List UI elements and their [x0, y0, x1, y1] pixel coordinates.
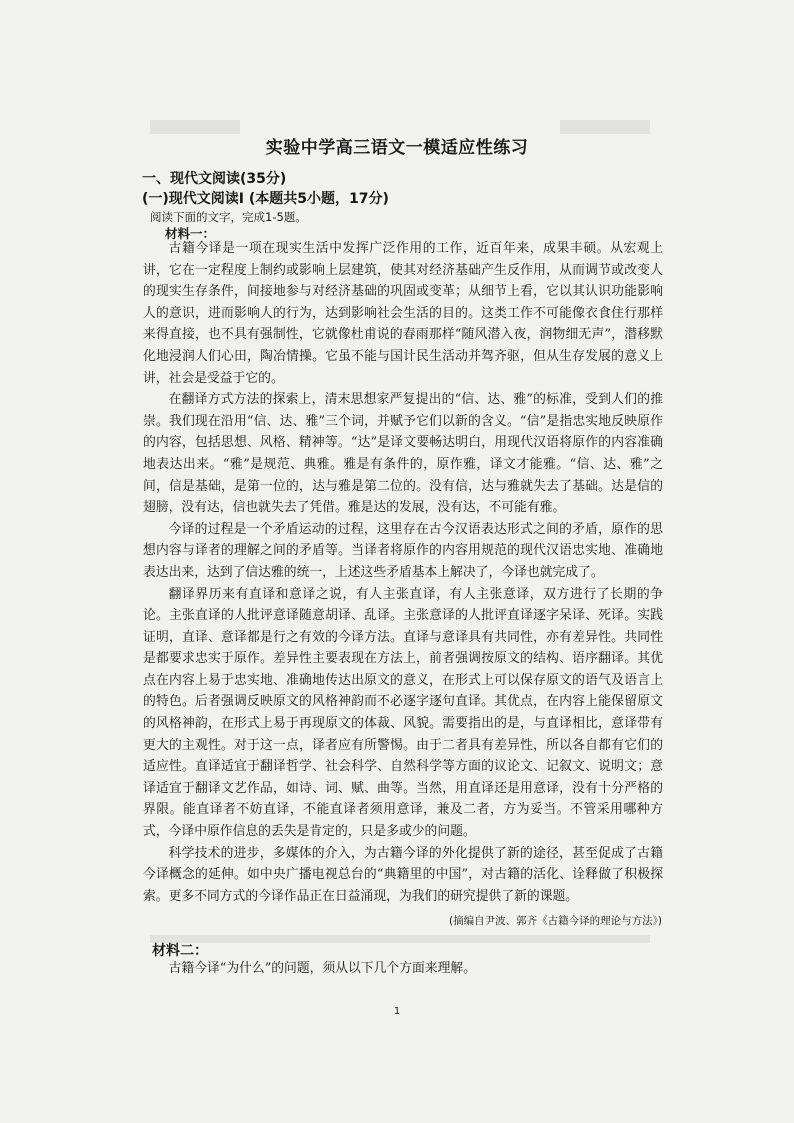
material-one-label: 材料一： — [165, 226, 216, 241]
material-one-body — [143, 238, 663, 907]
material-two-text: 古籍今译“为什么”的问题，须从以下几个方面来理解。 — [168, 961, 477, 976]
paragraph: 翻译界历来有直译和意译之说，有人主张直译，有人主张意译，双方进行了长期的争论。主张直译的人批评意译随意胡译、乱译。主张意译的人批评直译逐字呆译、死译。实践证明，直译、意译都是行之有效的今译方法。直译与意译具有共同性，亦有差异性。共同性是都要求忠实于原作。差异性主要表现在方法上，前者强调按原文的结构、语序翻译。其优点在内容上易于忠实地、准确地传达出原文的意义，在形式上可以保存原文的语气及语言上的特色。后者强调反映原文的风格神韵而不必逐字逐句直译。其优点，在内容上能保留原文的风格神韵，在形式上易于再现原文的体裁、风貌。需要指出的是，与直译相比，意译带有更大的主观性。对于这一点，译者应有所警惕。由于二者具有差异性，所以各自都有它们的适应性。直译适宜于翻译哲学、社会科学、自然科学等方面的议论文、记叙文、说明文；意译适宜于翻译文艺作品，如诗、词、赋、曲等。当然，用直译还是用意译，没有十分严格的界限。能直译者不妨直译，不能直译者须用意译，兼及二者，方为妥当。不管采用哪种方式，今译中原作信息的丢失是肯定的，只是多或少的问题。 — [143, 586, 663, 840]
paragraph: 古籍今译是一项在现实生活中发挥广泛作用的工作，近百年来，成果丰硕。从宏观上讲，它在一定程度上制约或影响上层建筑，使其对经济基础产生反作用，从而调节或改变人的现实生存条件，间接地参与对经济基础的巩固或变革；从细节上看，它以其认识功能影响人的意识，进而影响人的行为，达到影响社会生活的目的。这类工作不可能像衣食住行那样来得直接，也不具有强制性，它就像杜甫说的春雨那样“随风潜入夜，润物细无声”，潜移默化地浸润人们心田，陶冶情操。它虽不能与国计民生活动并驾齐驱，但从生存发展的意义上讲，社会是受益于它的。 — [143, 241, 663, 386]
paragraph: 今译的过程是一个矛盾运动的过程，这里存在古今汉语表达形式之间的矛盾，原作的思想内容与译者的理解之间的矛盾等。当译者将原作的内容用规范的现代汉语忠实地、准确地表达出来，达到了信达雅的统一，上述这些矛盾基本上解决了，今译也就完成了。 — [143, 521, 663, 580]
page-title: 实验中学高三语文一模适应性练习 — [265, 138, 529, 158]
instruction-text: 阅读下面的文字，完成1-5题。 — [150, 210, 307, 224]
material-two-label: 材料二： — [152, 943, 208, 959]
scan-smudge — [560, 120, 650, 134]
source-citation: (摘编自尹波、郭齐《古籍今译的理论与方法》) — [449, 915, 662, 927]
section-heading: 一、现代文阅读(35分) — [142, 171, 287, 187]
subsection-heading: (一)现代文阅读Ⅰ (本题共5小题，17分) — [142, 191, 389, 207]
paragraph: 科学技术的进步，多媒体的介入，为古籍今译的外化提供了新的途径，甚至促成了古籍今译概念的延伸。如中央广播电视总台的“典籍里的中国”，对古籍的活化、诠释做了积极探索。更多不同方式的今译作品正在日益涌现，为我们的研究提供了新的课题。 — [143, 845, 663, 904]
scan-smudge — [150, 935, 650, 943]
page-number: 1 — [393, 1006, 401, 1017]
scan-smudge — [150, 120, 240, 134]
paragraph: 在翻译方式方法的探索上，清末思想家严复提出的“信、达、雅”的标准，受到人们的推崇。我们现在沿用“信、达、雅”三个词，并赋予它们以新的含义。“信”是指忠实地反映原作的内容，包括思想、风格、精神等。“达”是译文要畅达明白，用现代汉语将原作的内容准确地表达出来。“雅”是规范、典雅。雅是有条件的，原作雅，译文才能雅。“信、达、雅”之间，信是基础，是第一位的，达与雅是第二位的。没有信，达与雅就失去了基础。达是信的翅膀，没有达，信也就失去了凭借。雅是达的发展，没有达，不可能有雅。 — [143, 392, 663, 516]
